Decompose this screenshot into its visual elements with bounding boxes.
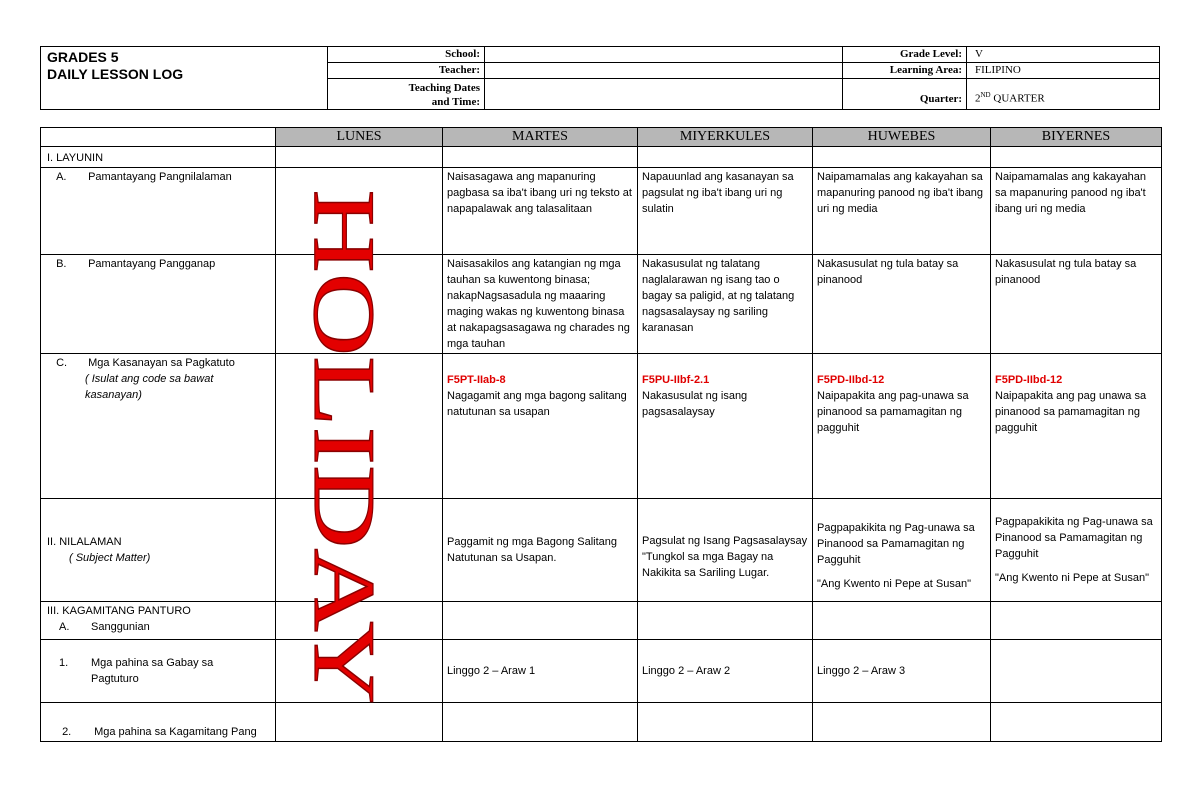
cell-lunes[interactable] — [276, 499, 443, 602]
table-row — [41, 602, 1162, 640]
row-marker: A. — [56, 171, 67, 183]
cell-huwebes[interactable]: Naipamamalas ang kakayahan sa mapanuring panood ng iba't ibang uri ng media — [813, 168, 991, 255]
row-label-b — [41, 255, 276, 354]
cell-lunes[interactable] — [276, 147, 443, 168]
row-label-text: Mga pahina sa Gabay sa Pagtuturo — [91, 657, 214, 685]
row-label-text: Pamantayang Pangganap — [88, 258, 216, 270]
cell-martes[interactable] — [443, 602, 638, 640]
cell-huwebes[interactable] — [813, 354, 991, 499]
cell-martes[interactable] — [443, 354, 638, 499]
cell-text-line: Pagpapakikita ng Pag-unawa sa Pinanood sa Pamamagitan ng Pagguhit — [995, 516, 1153, 560]
cell-biyernes[interactable] — [991, 640, 1162, 703]
cell-martes[interactable]: Naisasakilos ang katangian ng mga tauhan sa kuwentong binasa; nakapNagsasadula ng maaaring maging wakas ng kuwentong binasa at nakapagsasagawa ng charades ng mga tauhan — [443, 255, 638, 354]
table-row — [41, 703, 1162, 742]
quarter-label: Quarter: — [843, 79, 967, 110]
row-label-text: Mga Kasanayan sa Pagkatuto — [88, 357, 235, 369]
cell-text-line: "Ang Kwento ni Pepe at Susan" — [817, 577, 971, 590]
cell-martes[interactable]: Linggo 2 – Araw 1 — [443, 640, 638, 703]
cell-lunes[interactable] — [276, 703, 443, 742]
cell-text-line: sa mapanuring panood ng iba't — [995, 187, 1146, 199]
row-marker: 1. — [59, 657, 69, 669]
cell-miyerkules[interactable] — [638, 147, 813, 168]
row-marker: B. — [56, 258, 67, 270]
teaching-dates-field[interactable] — [485, 79, 843, 110]
table-row — [41, 168, 1162, 255]
cell-huwebes[interactable] — [813, 499, 991, 602]
grade-level-label: Grade Level: — [843, 47, 967, 63]
day-header-lunes: LUNES — [276, 128, 443, 147]
competency-text: Nakasusulat ng isang pagsasalaysay — [642, 390, 748, 418]
quarter-suffix: ND — [980, 91, 991, 100]
teaching-dates-label — [328, 79, 485, 110]
cell-text-line: Naipamamalas ang kakayahan — [995, 171, 1147, 183]
cell-biyernes[interactable] — [991, 602, 1162, 640]
cell-miyerkules[interactable]: Nakasusulat ng talatang naglalarawan ng isang tao o bagay sa paligid, at ng talatang nagsasalaysay ng sariling karanasan — [638, 255, 813, 354]
row-label-kagamitang-pang — [41, 703, 276, 742]
competency-code: F5PD-IIbd-12 — [817, 374, 885, 386]
cell-miyerkules[interactable] — [638, 354, 813, 499]
cell-martes[interactable] — [443, 147, 638, 168]
row-label-gabay — [41, 640, 276, 703]
cell-biyernes[interactable] — [991, 499, 1162, 602]
row-marker: C. — [56, 357, 68, 369]
table-row — [41, 354, 1162, 499]
day-header-martes: MARTES — [443, 128, 638, 147]
competency-code: F5PT-IIab-8 — [447, 374, 506, 386]
competency-text: Naipapakita ang pag-unawa sa pinanood sa pamamagitan ng pagguhit — [817, 390, 969, 434]
row-marker: A. — [59, 621, 70, 633]
cell-lunes[interactable] — [276, 255, 443, 354]
table-row — [41, 640, 1162, 703]
day-header-huwebes: HUWEBES — [813, 128, 991, 147]
table-row — [41, 499, 1162, 602]
cell-biyernes[interactable] — [991, 354, 1162, 499]
cell-miyerkules[interactable] — [638, 703, 813, 742]
row-label-text: Mga pahina sa Kagamitang Pang — [94, 726, 257, 738]
cell-biyernes[interactable] — [991, 147, 1162, 168]
learning-area-label: Learning Area: — [843, 63, 967, 79]
row-sub-label: Sanggunian — [91, 621, 150, 633]
cell-text-line: ibang uri ng media — [995, 203, 1086, 215]
header-table — [40, 46, 1160, 110]
day-header-miyerkules: MIYERKULES — [638, 128, 813, 147]
table-row — [41, 147, 1162, 168]
title-grade: GRADES 5 — [47, 49, 119, 65]
teaching-dates-label-line2: and Time: — [431, 96, 480, 108]
school-label: School: — [328, 47, 485, 63]
cell-lunes[interactable] — [276, 602, 443, 640]
row-note: ( Isulat ang code sa bawat kasanayan) — [85, 373, 214, 401]
cell-lunes[interactable] — [276, 168, 443, 255]
title-log: DAILY LESSON LOG — [47, 66, 184, 82]
table-row — [41, 255, 1162, 354]
cell-text-line: Pagpapakikita ng Pag-unawa sa Pinanood sa Pamamagitan ng Pagguhit — [817, 521, 975, 566]
row-label-nilalaman — [41, 499, 276, 602]
row-label-text: III. KAGAMITANG PANTURO — [47, 605, 191, 617]
competency-text: Nagagamit ang mga bagong salitang natutunan sa usapan — [447, 390, 627, 418]
cell-biyernes[interactable] — [991, 703, 1162, 742]
cell-text-line: "Ang Kwento ni Pepe at Susan" — [995, 572, 1149, 584]
row-label-layunin: I. LAYUNIN — [41, 147, 276, 168]
row-label-c — [41, 354, 276, 499]
teaching-dates-label-line1: Teaching Dates — [408, 82, 480, 94]
quarter-number: 2 — [975, 93, 981, 105]
cell-martes[interactable]: Paggamit ng mga Bagong Salitang Natutunan sa Usapan. — [443, 499, 638, 602]
cell-miyerkules[interactable] — [638, 602, 813, 640]
document-title — [41, 47, 328, 110]
cell-biyernes[interactable] — [991, 168, 1162, 255]
cell-huwebes[interactable] — [813, 602, 991, 640]
holiday-text: HOLIDAY — [295, 189, 392, 583]
cell-huwebes[interactable]: Linggo 2 – Araw 3 — [813, 640, 991, 703]
cell-huwebes[interactable] — [813, 703, 991, 742]
lesson-log-table — [40, 127, 1162, 742]
cell-huwebes[interactable] — [813, 147, 991, 168]
cell-miyerkules[interactable]: Linggo 2 – Araw 2 — [638, 640, 813, 703]
row-label-text: II. NILALAMAN — [47, 536, 122, 548]
quarter-word: QUARTER — [993, 93, 1045, 105]
row-note: ( Subject Matter) — [69, 552, 151, 564]
row-label-kagamitan — [41, 602, 276, 640]
row-label-a — [41, 168, 276, 255]
teacher-field[interactable] — [485, 63, 843, 79]
row-marker: 2. — [62, 726, 72, 738]
competency-code: F5PU-IIbf-2.1 — [642, 374, 710, 386]
cell-miyerkules[interactable]: Pagsulat ng Isang Pagsasalaysay "Tungkol sa mga Bagay na Nakikita sa Sariling Lugar. — [638, 499, 813, 602]
row-label-text: Pamantayang Pangnilalaman — [88, 171, 232, 183]
teacher-label: Teacher: — [328, 63, 485, 79]
corner-cell — [41, 128, 276, 147]
day-header-row — [41, 128, 1162, 147]
cell-lunes[interactable] — [276, 640, 443, 703]
school-field[interactable] — [485, 47, 843, 63]
cell-miyerkules[interactable]: Napauunlad ang kasanayan sa pagsulat ng iba't ibang uri ng sulatin — [638, 168, 813, 255]
competency-text: Naipapakita ang pag unawa sa pinanood sa pamamagitan ng pagguhit — [995, 390, 1147, 434]
grade-level-field[interactable]: V — [967, 47, 1160, 63]
day-header-biyernes: BIYERNES — [991, 128, 1162, 147]
competency-code: F5PD-IIbd-12 — [995, 374, 1063, 386]
cell-huwebes[interactable]: Nakasusulat ng tula batay sa pinanood — [813, 255, 991, 354]
cell-martes[interactable]: Naisasagawa ang mapanuring pagbasa sa iba't ibang uri ng teksto at napapalawak ang talasalitaan — [443, 168, 638, 255]
cell-martes[interactable] — [443, 703, 638, 742]
learning-area-field[interactable]: FILIPINO — [967, 63, 1160, 79]
quarter-field[interactable] — [967, 79, 1160, 110]
cell-lunes[interactable] — [276, 354, 443, 499]
cell-biyernes[interactable]: Nakasusulat ng tula batay sa pinanood — [991, 255, 1162, 354]
